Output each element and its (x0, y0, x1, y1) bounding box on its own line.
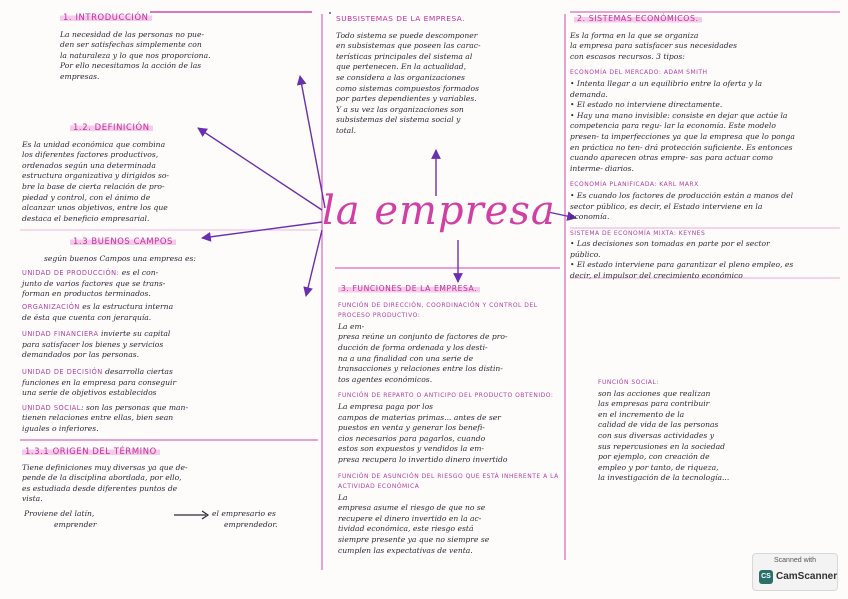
text-line: Es la unidad económica que combina (22, 139, 166, 149)
text-line: tividad económica, este riesgo está (338, 524, 474, 534)
definition-heading: 1.2. DEFINICIÓN (70, 122, 153, 132)
text-line: Todo sistema se puede descomponer (336, 30, 478, 40)
text-line: iguales o inferiores. (22, 423, 99, 433)
item-label: FUNCIÓN DE REPARTO O ANTICIPO DEL PRODUCTO OBTENIDO: (338, 392, 554, 400)
text-line: vista. (22, 494, 43, 504)
text-line: son las acciones que realizan (598, 388, 711, 398)
text-line: como sistemas compuestos formados (336, 83, 479, 93)
planned-economy (570, 180, 802, 222)
text-line: La necesidad de las personas no pue- (60, 29, 205, 39)
camscanner-logo-icon: CS (759, 570, 773, 584)
origin-section (22, 446, 318, 505)
function-item (338, 472, 562, 557)
text-line: bre la base de cierta relación de pro- (22, 181, 165, 191)
mixed-economy (570, 229, 802, 282)
text-line: puestos en venta y generar los benefi- (338, 423, 485, 433)
text-line: empresas. (60, 71, 100, 81)
text-line: ordenados según una determinada (22, 160, 156, 170)
bullet: • Las decisiones son tomadas en parte por el sector público. (570, 239, 770, 259)
bueno-campos-item (22, 329, 318, 361)
item-label: UNIDAD FINANCIERA (22, 330, 99, 339)
text-line: siempre presente ya que no siempre se (338, 535, 490, 545)
center-title: la empresa (322, 188, 556, 234)
text-line: estructura organizativa y dirigidos so- (22, 171, 169, 181)
text-line: las empresas para contribuir (598, 399, 710, 409)
text-line: forman en productos terminados. (22, 289, 151, 299)
functions-section (338, 284, 562, 556)
text-line: Es la forma en la que se organiza (570, 30, 699, 40)
text-line: junto de varios factores que se trans- (22, 278, 166, 288)
text-line: campos de materias primas... antes de ser (338, 412, 501, 422)
text-line: na a una finalidad con una serie de (338, 353, 474, 363)
origin-latin-left (24, 509, 97, 530)
bullet-text: Intenta llegar a un equilibrio entre la oferta y la demanda. (570, 78, 763, 99)
bullet-text: Hay una mano invisible: consiste en dejar que actúe la competencia para regu- lar la economía. Este modelo presen- ta imperfecciones ya que la empresa que lo ponga en práctica no ten- drá protección suficiente. Es entonces cuando aparecen otras empre- sas para actuar como interme- diarios. (570, 110, 795, 173)
text-line: cios necesarios para pagarlos, cuando (338, 433, 486, 443)
intro-text (60, 30, 320, 83)
text-line: cumplen las expectativas de venta. (338, 545, 473, 555)
text-line: el empresario es (212, 509, 276, 518)
economic-systems-text (570, 31, 802, 63)
item-label: ECONOMÍA DEL MERCADO: ADAM SMITH (570, 69, 708, 77)
origin-heading: 1.3.1 ORIGEN DEL TÉRMINO (22, 446, 160, 456)
text-line: funciones en la empresa para conseguir (22, 377, 177, 387)
text-line: por partes dependientes y variables. (336, 94, 477, 104)
text-line: tos agentes económicos. (338, 374, 433, 384)
text-line: la naturaleza y lo que nos proporciona. (60, 50, 211, 60)
item-label: SISTEMA DE ECONOMÍA MIXTA: KEYNES (570, 229, 706, 237)
text-line: total. (336, 125, 357, 135)
text-line: con sus diversas actividades y (598, 430, 714, 440)
text-line: pende de la disciplina abordada, por ello, (22, 473, 182, 483)
text-line: los diferentes factores productivos, (22, 150, 159, 160)
definition-section (22, 122, 312, 224)
text-line: : son las personas que man- (80, 402, 189, 412)
text-line: demandados por las personas. (22, 350, 140, 360)
text-line: estos son expuestos y vendidos la em- (338, 444, 484, 454)
bullet: • El estado interviene para garantizar el pleno empleo, es decir, el impulsor del crecimiento económico (570, 260, 794, 281)
text-line: en el incremento de la (598, 409, 685, 419)
item-label: UNIDAD DE PRODUCCIÓN: (22, 269, 120, 278)
bullet: • Hay una mano invisible: consiste en dejar que actúe la competencia para regu- lar la economía. Este modelo presen- ta imperfecciones ya que la empresa que lo ponga en práctica no ten- drá protección suficiente. Es entonces cuando aparecen otras empre- sas para actuar como interme- diarios. (570, 110, 795, 173)
intro-heading: 1. INTRODUCCIÓN (60, 12, 152, 22)
text-line: Tiene definiciones muy diversas ya que de- (22, 462, 188, 472)
bullet-text: El estado no interviene directamente. (576, 100, 723, 110)
bueno-campos-section (22, 236, 318, 435)
text-line: alcanzar unos objetivos, entre los que (22, 203, 168, 213)
text-line: Por ello necesitamos la acción de las (60, 61, 202, 71)
text-line: terísticas principales del sistema al (336, 51, 473, 61)
text-line: para satisfacer los bienes y servicios (22, 339, 164, 349)
item-label: ORGANIZACIÓN (22, 302, 80, 311)
text-line: recupere el dinero invertido en la ac- (338, 513, 482, 523)
text-line: tienen relaciones entre ellas, bien sean (22, 413, 174, 423)
camscanner-watermark (752, 553, 838, 591)
text-line: la empresa para satisfacer sus necesidades (570, 41, 737, 51)
text-line: con escasos recursos. 3 tipos: (570, 51, 685, 61)
economic-systems-heading: 2. SISTEMAS ECONÓMICOS. (574, 14, 702, 23)
bullet-text: Es cuando los factores de producción están a manos del sector público, es decir, el Estado interviene en la economía. (570, 190, 794, 222)
text-line: subsistemas del sistema social y (336, 115, 461, 125)
text-line: presa reúne un conjunto de factores de pro- (338, 332, 508, 342)
bueno-campos-item (22, 367, 318, 399)
item-label: FUNCIÓN DE DIRECCIÓN, COORDINACIÓN Y CONTROL DEL PROCESO PRODUCTIVO: (338, 301, 538, 320)
text-line: calidad de vida de las personas (598, 420, 719, 430)
text-line: den ser satisfechas simplemente con (60, 40, 202, 50)
origin-text (22, 463, 318, 505)
item-label: UNIDAD DE DECISIÓN (22, 367, 103, 376)
subsystems-heading: SUBSISTEMAS DE LA EMPRESA. (336, 14, 466, 23)
text-line: La em- (338, 321, 365, 331)
text-line: por ejemplo, con creación de (598, 452, 710, 462)
bueno-campos-item (22, 302, 318, 323)
bueno-campos-heading: 1.3 BUENOS CAMPOS (70, 236, 176, 246)
text-line: transacciones y relaciones entre los distin- (338, 364, 503, 374)
bullet: • Intenta llegar a un equilibrio entre la oferta y la demanda. (570, 78, 763, 99)
watermark-line2: CamScanner (776, 571, 838, 582)
bullet: • Es cuando los factores de producción están a manos del sector público, es decir, el Estado interviene en la economía. (570, 190, 794, 222)
text-line: ducción de forma ordenada y los desti- (338, 342, 488, 352)
subsystems-section (336, 14, 564, 137)
text-line: es la estructura interna (82, 301, 174, 311)
text-line: es estudiada desde diferentes puntos de (22, 483, 178, 493)
text-line: invierte su capital (100, 329, 171, 339)
text-line: piedad y control, con el ánimo de (22, 192, 151, 202)
function-item (338, 391, 562, 465)
text-line: presa recupera lo invertido dinero invertido (338, 454, 508, 464)
bullet: • El estado no interviene directamente. (570, 100, 723, 110)
bueno-campos-item (22, 268, 318, 300)
text-line: la investigación de la tecnología... (598, 473, 730, 483)
text-line: desarrolla ciertas (105, 366, 173, 376)
bueno-campos-intro: según buenos Campos una empresa es: (44, 253, 196, 263)
text-line: La (338, 492, 348, 502)
social-function (598, 378, 812, 484)
text-line: emprender (54, 519, 97, 529)
text-line: una serie de objetivos establecidos (22, 388, 157, 398)
item-label: ECONOMÍA PLANIFICADA: KARL MARX (570, 181, 699, 189)
text-line: de ésta que cuenta con jerarquía. (22, 312, 152, 322)
text-line: emprendedor. (224, 519, 278, 529)
text-line: La empresa paga por los (338, 401, 434, 411)
text-line: Y a su vez las organizaciones son (336, 104, 464, 114)
market-economy (570, 68, 802, 174)
bullet-text: Las decisiones son tomadas en parte por el sector público. (570, 239, 770, 259)
functions-heading: 3. FUNCIONES DE LA EMPRESA. (338, 284, 480, 293)
subsystems-text (336, 31, 564, 137)
economic-systems-section (570, 14, 802, 282)
item-label: FUNCIÓN DE ASUNCIÓN DEL RIESGO QUE ESTÁ INHERENTE A LA ACTIVIDAD ECONÓMICA (338, 472, 559, 491)
text-line: Proviene del latín, (24, 509, 95, 518)
text-line: sus repercusiones en la sociedad (598, 441, 726, 451)
text-line: empresa asume el riesgo de que no se (338, 503, 486, 513)
function-item (338, 301, 562, 386)
text-line: es el con- (121, 268, 159, 278)
bueno-campos-item (22, 403, 318, 435)
watermark-line1: Scanned with (773, 557, 817, 564)
item-label: FUNCIÓN SOCIAL: (598, 379, 659, 386)
item-label: UNIDAD SOCIAL (22, 403, 81, 412)
origin-latin-right (212, 509, 278, 530)
definition-text (22, 140, 312, 225)
text-line: destaca el beneficio empresarial. (22, 213, 150, 223)
text-line: que pertenecen. En la actualidad, (336, 62, 467, 72)
intro-section (60, 12, 320, 83)
text-line: se considera a las organizaciones (336, 72, 465, 82)
bullet-text: El estado interviene para garantizar el pleno empleo, es decir, el impulsor del crecimiento económico (570, 260, 794, 281)
text-line: en subsistemas que poseen las carac- (336, 41, 481, 51)
text-line: empleo y por tanto, de riqueza, (598, 462, 719, 472)
